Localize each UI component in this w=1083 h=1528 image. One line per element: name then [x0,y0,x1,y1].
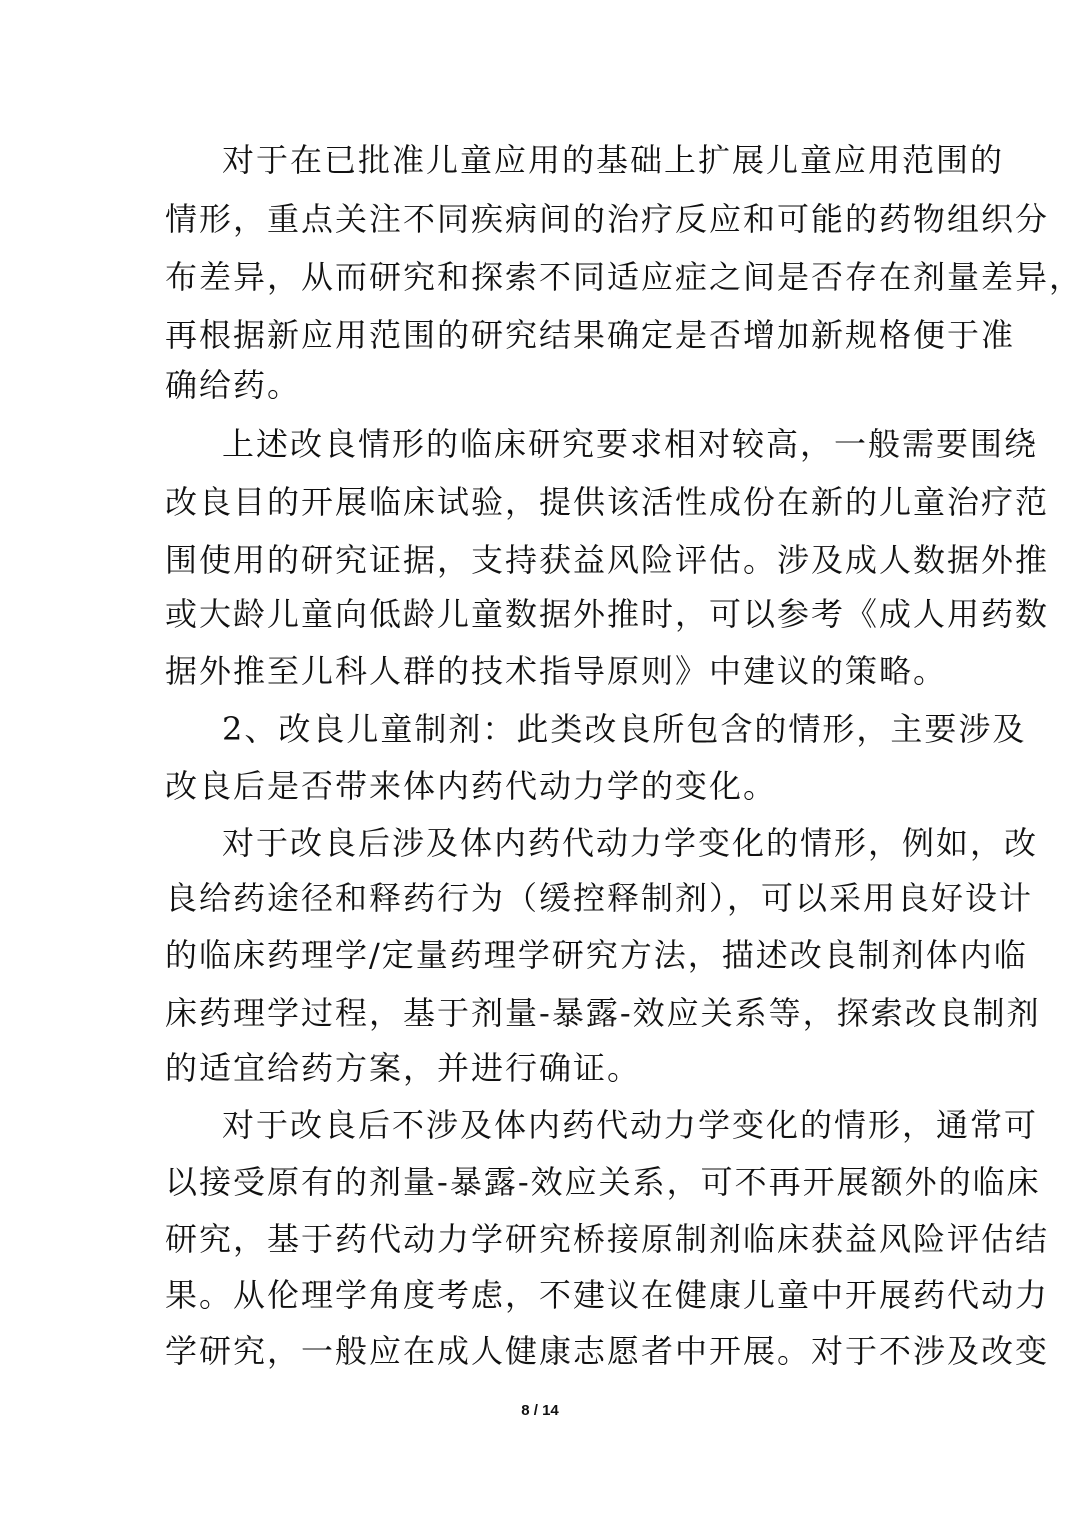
page-number: 8 / 14 [521,1402,559,1419]
text-line: 以接受原有的剂量-暴露-效应关系，可不再开展额外的临床 [165,1163,1041,1201]
text-line: 的临床药理学/定量药理学研究方法，描述改良制剂体内临 [165,936,1028,974]
text-line: 确给药。 [165,366,302,404]
text-line: 围使用的研究证据，支持获益风险评估。涉及成人数据外推 [165,541,1050,579]
text-line: 对于在已批准儿童应用的基础上扩展儿童应用范围的 [222,141,1005,179]
text-line: 良给药途径和释药行为（缓控释制剂），可以采用良好设计 [165,879,1034,917]
text-line: 2、改良儿童制剂：此类改良所包含的情形，主要涉及 [222,710,1027,748]
text-line: 上述改良情形的临床研究要求相对较高，一般需要围绕 [222,425,1039,463]
text-line: 改良后是否带来体内药代动力学的变化。 [165,767,778,805]
text-line: 果。从伦理学角度考虑，不建议在健康儿童中开展药代动力 [165,1276,1050,1314]
text-line: 学研究，一般应在成人健康志愿者中开展。对于不涉及改变 [165,1332,1050,1370]
text-line: 或大龄儿童向低龄儿童数据外推时，可以参考《成人用药数 [165,595,1050,633]
text-line: 布差异，从而研究和探索不同适应症之间是否存在剂量差异， [165,258,1083,296]
text-line: 的适宜给药方案，并进行确证。 [165,1049,642,1087]
text-line: 床药理学过程，基于剂量-暴露-效应关系等，探索改良制剂 [165,994,1041,1032]
text-line: 据外推至儿科人群的技术指导原则》中建议的策略。 [165,652,948,690]
text-line: 对于改良后涉及体内药代动力学变化的情形，例如，改 [222,824,1039,862]
text-line: 对于改良后不涉及体内药代动力学变化的情形，通常可 [222,1106,1039,1144]
text-line: 再根据新应用范围的研究结果确定是否增加新规格便于准 [165,316,1016,354]
text-line: 研究，基于药代动力学研究桥接原制剂临床获益风险评估结 [165,1220,1050,1258]
text-line: 情形，重点关注不同疾病间的治疗反应和可能的药物组织分 [165,200,1050,238]
text-line: 改良目的开展临床试验，提供该活性成份在新的儿童治疗范 [165,483,1050,521]
